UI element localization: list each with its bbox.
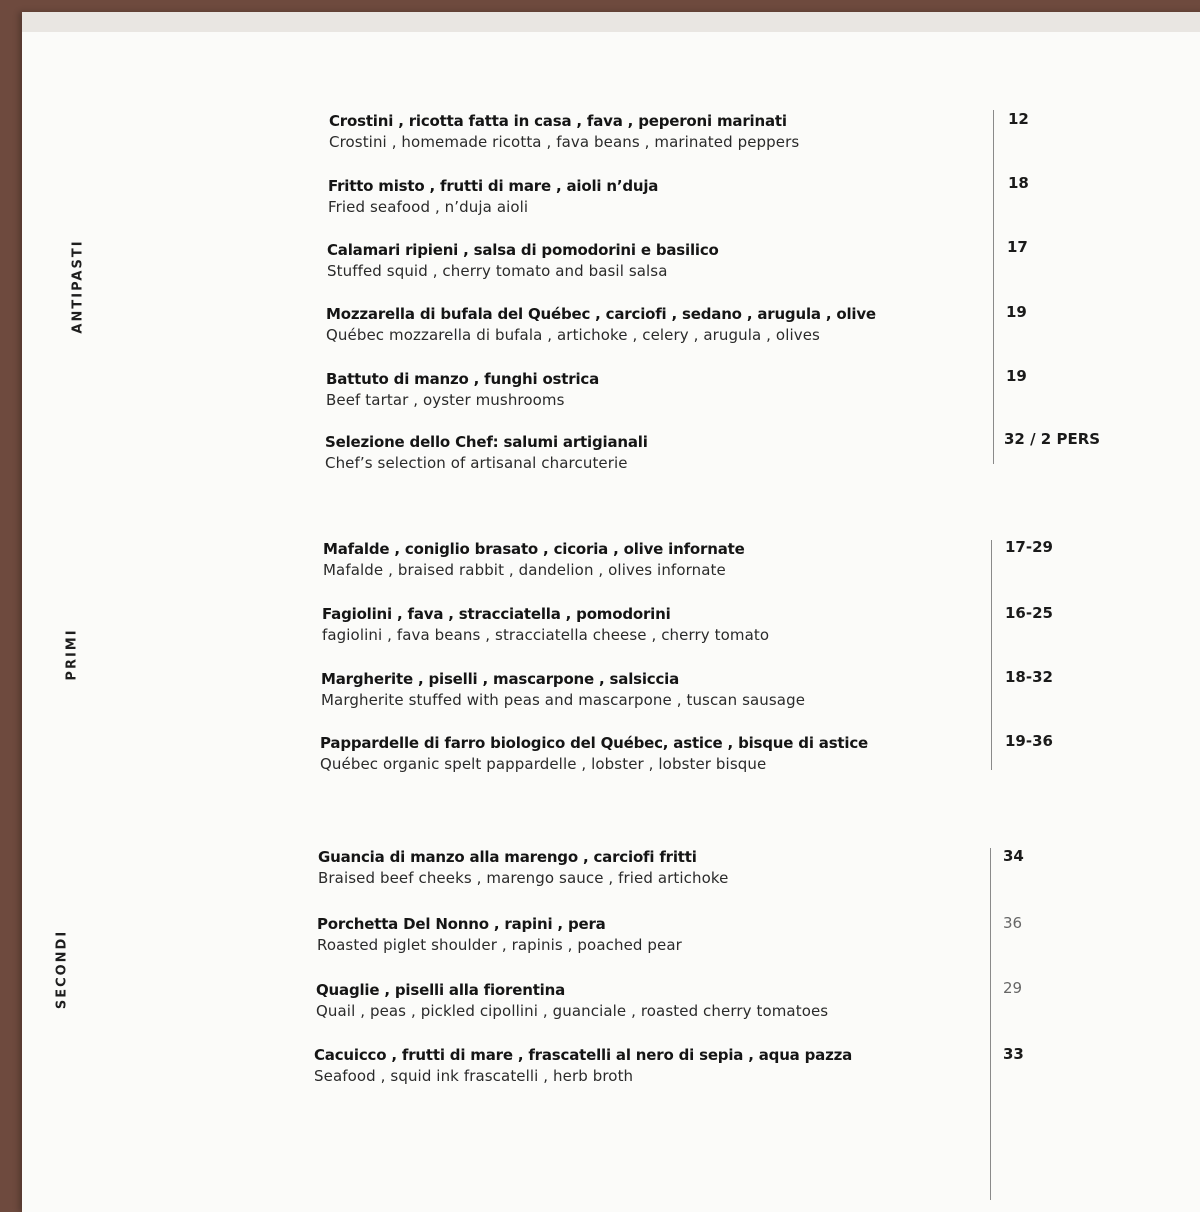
menu-item: [317, 914, 937, 956]
item-description-english: Braised beef cheeks , marengo sauce , fried artichoke: [318, 869, 729, 887]
item-price: 19: [1006, 367, 1027, 385]
menu-item: [318, 847, 938, 889]
item-description-english: Margherite stuffed with peas and mascarpone , tuscan sausage: [321, 691, 806, 709]
item-description-english: Chef’s selection of artisanal charcuterie: [325, 454, 628, 472]
menu-item: [329, 111, 949, 153]
item-description-english: Roasted piglet shoulder , rapinis , poached pear: [317, 936, 682, 954]
item-description-english: Mafalde , braised rabbit , dandelion , olives infornate: [323, 561, 726, 579]
item-description-english: Quail , peas , pickled cipollini , guanciale , roasted cherry tomatoes: [316, 1002, 829, 1020]
menu-item: [327, 240, 947, 282]
item-name-italian: Calamari ripieni , salsa di pomodorini e basilico: [327, 241, 719, 259]
item-price: 32 / 2 PERS: [1004, 430, 1101, 448]
menu-item: [321, 669, 941, 711]
item-price: 17-29: [1005, 538, 1053, 556]
price-divider-antipasti: [993, 110, 994, 464]
menu-item: [325, 432, 945, 474]
menu-item: [314, 1045, 934, 1087]
section-title-primi: PRIMI: [64, 628, 80, 681]
menu-item: [328, 176, 948, 218]
menu-item: [326, 304, 946, 346]
item-name-italian: Cacuicco , frutti di mare , frascatelli al nero di sepia , aqua pazza: [314, 1046, 853, 1064]
item-description-english: Stuffed squid , cherry tomato and basil salsa: [327, 262, 668, 280]
item-price: 36: [1003, 914, 1023, 932]
item-price: 19: [1006, 303, 1027, 321]
menu-item: [326, 369, 946, 411]
item-price: 34: [1003, 847, 1024, 865]
section-title-antipasti: ANTIPASTI: [70, 239, 86, 334]
item-name-italian: Margherite , piselli , mascarpone , salsiccia: [321, 670, 680, 688]
item-description-english: Québec mozzarella di bufala , artichoke , celery , arugula , olives: [326, 326, 820, 344]
item-description-english: Fried seafood , n’duja aioli: [328, 198, 529, 216]
item-name-italian: Fagiolini , fava , stracciatella , pomodorini: [322, 605, 671, 623]
item-name-italian: Crostini , ricotta fatta in casa , fava , peperoni marinati: [329, 112, 787, 130]
item-price: 33: [1003, 1045, 1024, 1063]
item-name-italian: Selezione dello Chef: salumi artigianali: [325, 433, 648, 451]
item-name-italian: Guancia di manzo alla marengo , carciofi fritti: [318, 848, 697, 866]
item-name-italian: Mozzarella di bufala del Québec , carciofi , sedano , arugula , olive: [326, 305, 876, 323]
item-price: 19-36: [1005, 732, 1053, 750]
price-divider-primi: [991, 540, 992, 770]
menu-item: [316, 980, 936, 1022]
item-price: 18-32: [1005, 668, 1053, 686]
item-price: 18: [1008, 174, 1029, 192]
item-name-italian: Fritto misto , frutti di mare , aioli n’duja: [328, 177, 659, 195]
item-description-english: Beef tartar , oyster mushrooms: [326, 391, 565, 409]
page-top-edge: [22, 12, 1200, 32]
menu-item: [322, 604, 942, 646]
item-name-italian: Quaglie , piselli alla fiorentina: [316, 981, 566, 999]
item-name-italian: Pappardelle di farro biologico del Québec, astice , bisque di astice: [320, 734, 869, 752]
menu-item: [320, 733, 940, 775]
item-name-italian: Porchetta Del Nonno , rapini , pera: [317, 915, 606, 933]
item-price: 29: [1003, 979, 1023, 997]
menu-item: [323, 539, 943, 581]
item-name-italian: Battuto di manzo , funghi ostrica: [326, 370, 600, 388]
item-price: 17: [1007, 238, 1028, 256]
item-price: 12: [1008, 110, 1029, 128]
item-name-italian: Mafalde , coniglio brasato , cicoria , olive infornate: [323, 540, 745, 558]
item-description-english: Seafood , squid ink frascatelli , herb broth: [314, 1067, 634, 1085]
item-description-english: Québec organic spelt pappardelle , lobster , lobster bisque: [320, 755, 767, 773]
price-divider-secondi: [990, 848, 991, 1200]
item-description-english: fagiolini , fava beans , stracciatella cheese , cherry tomato: [322, 626, 770, 644]
item-price: 16-25: [1005, 604, 1053, 622]
section-title-secondi: SECONDI: [54, 929, 70, 1010]
item-description-english: Crostini , homemade ricotta , fava beans , marinated peppers: [329, 133, 800, 151]
